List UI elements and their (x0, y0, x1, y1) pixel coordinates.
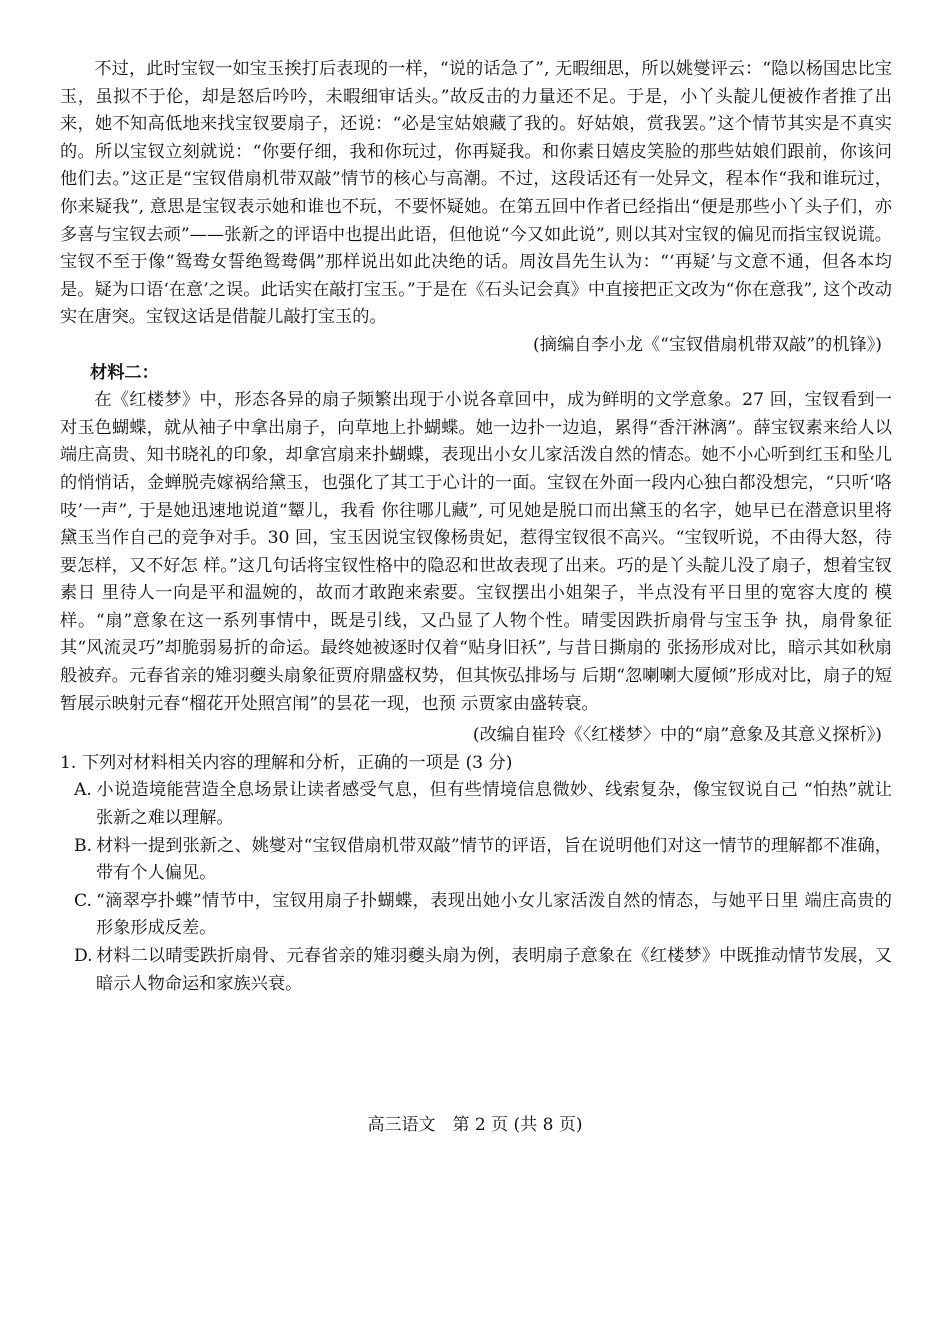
option-letter: B. (74, 835, 93, 856)
question1-option-a[interactable] (60, 777, 892, 832)
page-content (60, 56, 892, 998)
option-letter: A. (74, 780, 92, 801)
material2-paragraph: 在《红楼梦》中，形态各异的扇子频繁出现于小说各章回中，成为鲜明的文学意象。27 回，宝钗看到一对玉色蝴蝶，就从袖子中拿出扇子，向草地上扑蝴蝶。她一边扑一边追，累得“香汗淋漓”。薛宝钗素来给人以端庄高贵、知书晓礼的印象，却拿宫扇来扑蝴蝶，表现出小女儿家活泼自然的情态。她不小心听到红玉和坠儿的悄悄话，金蝉脱壳嫁祸给黛玉，也强化了其工于心计的一面。宝钗在外面一段内心独白都没想完，“只听‘咯吱’一声”, 于是她迅速地说道“颦儿，我看 你往哪儿藏”, 可见她是脱口而出黛玉的名字，她早已在潜意识里将黛玉当作自己的竞争对手。30 回，宝玉因说宝钗像杨贵妃，惹得宝钗很不高兴。“宝钗听说，不由得大怒，待要怎样，又不好怎 样。”这几句话将宝钗性格中的隐忍和世故表现了出来。巧的是丫头靛儿没了扇子，想着宝钗素日 里待人一向是平和温婉的，故而才敢跑来索要。宝钗摆出小姐架子，半点没有平日里的宽容大度的 模样。“扇”意象在这一系列事情中，既是引线，又凸显了人物个性。晴雯因跌折扇骨与宝玉争 执，扇骨象征其“风流灵巧”却脆弱易折的命运。最终她被逐时仅着“贴身旧袄”, 与昔日撕扇的 张扬形成对比，暗示其如秋扇般被弃。元春省亲的雉羽夔头扇象征贾府鼎盛权势，但其恢弘排场与 后期“忽喇喇大厦倾”形成对比，扇子的短暂展示映射元春“榴花开处照宫闱”的昙花一现，也预 示贾家由盛转衰。 (60, 390, 892, 714)
option-text: “滴翠亭扑蝶”情节中，宝钗用扇子扑蝴蝶，表现出她小女儿家活泼自然的情态，与她平日里 端庄高贵的形象形成反差。 (96, 890, 892, 939)
question1-stem: 1. 下列对材料相关内容的理解和分析，正确的一项是 (3 分) (60, 752, 513, 773)
option-text: 小说造境能营造全息场景让读者感受气息，但有些情境信息微妙、线索复杂，像宝钗说自己 “怕热”就让张新之难以理解。 (96, 780, 892, 829)
page-footer: 高三语文 第 2 页 (共 8 页) (367, 1115, 583, 1135)
question1-option-b[interactable] (60, 833, 892, 888)
option-text: 材料一提到张新之、姚燮对“宝钗借扇机带双敲”情节的评语，旨在说明他们对这一情节的理解都不准确，带有个人偏见。 (96, 835, 892, 884)
option-text: 材料二以晴雯跌折扇骨、元春省亲的雉羽夔头扇为例，表明扇子意象在《红楼梦》中既推动情节发展，又暗示人物命运和家族兴衰。 (96, 946, 892, 994)
question1-option-d[interactable] (60, 943, 892, 998)
material1-source: (摘编自李小龙《“宝钗借扇机带双敲”的机锋》) (533, 334, 882, 355)
material2-source: (改编自崔玲《〈红楼梦〉中的“扇”意象及其意义探析》) (472, 725, 882, 746)
material2-heading: 材料二： (90, 362, 159, 383)
material1-paragraph: 不过，此时宝钗一如宝玉挨打后表现的一样，“说的话急了”, 无暇细思，所以姚燮评云：“隐以杨国忠比宝玉，虽拟不于伦，却是怒后吟吟，未暇细审话头。”故反击的力量还不足。于是，小丫头靛儿便被作者推了出来，她不知高低地来找宝钗要扇子，还说：“必是宝姑娘藏了我的。好姑娘，赏我罢。”这个情节其实是不真实的。所以宝钗立刻就说：“你要仔细，我和你玩过，你再疑我。和你素日嬉皮笑脸的那些姑娘们跟前，你该问他们去。”这正是“宝钗借扇机带双敲”情节的核心与高潮。不过，这段话还有一处异文，程本作“我和谁玩过，你来疑我”, 意思是宝钗表示她和谁也不玩，不要怀疑她。在第五回中作者已经指出“便是那些小丫头子们，亦多喜与宝钗去顽”——张新之的评语中也提出此语，但他说“今又如此说”, 则以其对宝钗的偏见而指宝钗说谎。宝钗不至于像“鸳鸯女誓绝鸳鸯偶”那样说出如此决绝的话。周汝昌先生认为：“‘再疑’与文意不通，但各本均是。疑为口语‘在意’之误。此话实在敲打宝玉。”于是在《石头记会真》中直接把正文改为“你在意我”, 这个改动实在唐突。宝钗这话是借靛儿敲打宝玉的。 (60, 59, 892, 328)
option-letter: D. (74, 946, 93, 966)
question1-option-c[interactable] (60, 888, 892, 943)
option-letter: C. (74, 890, 93, 911)
